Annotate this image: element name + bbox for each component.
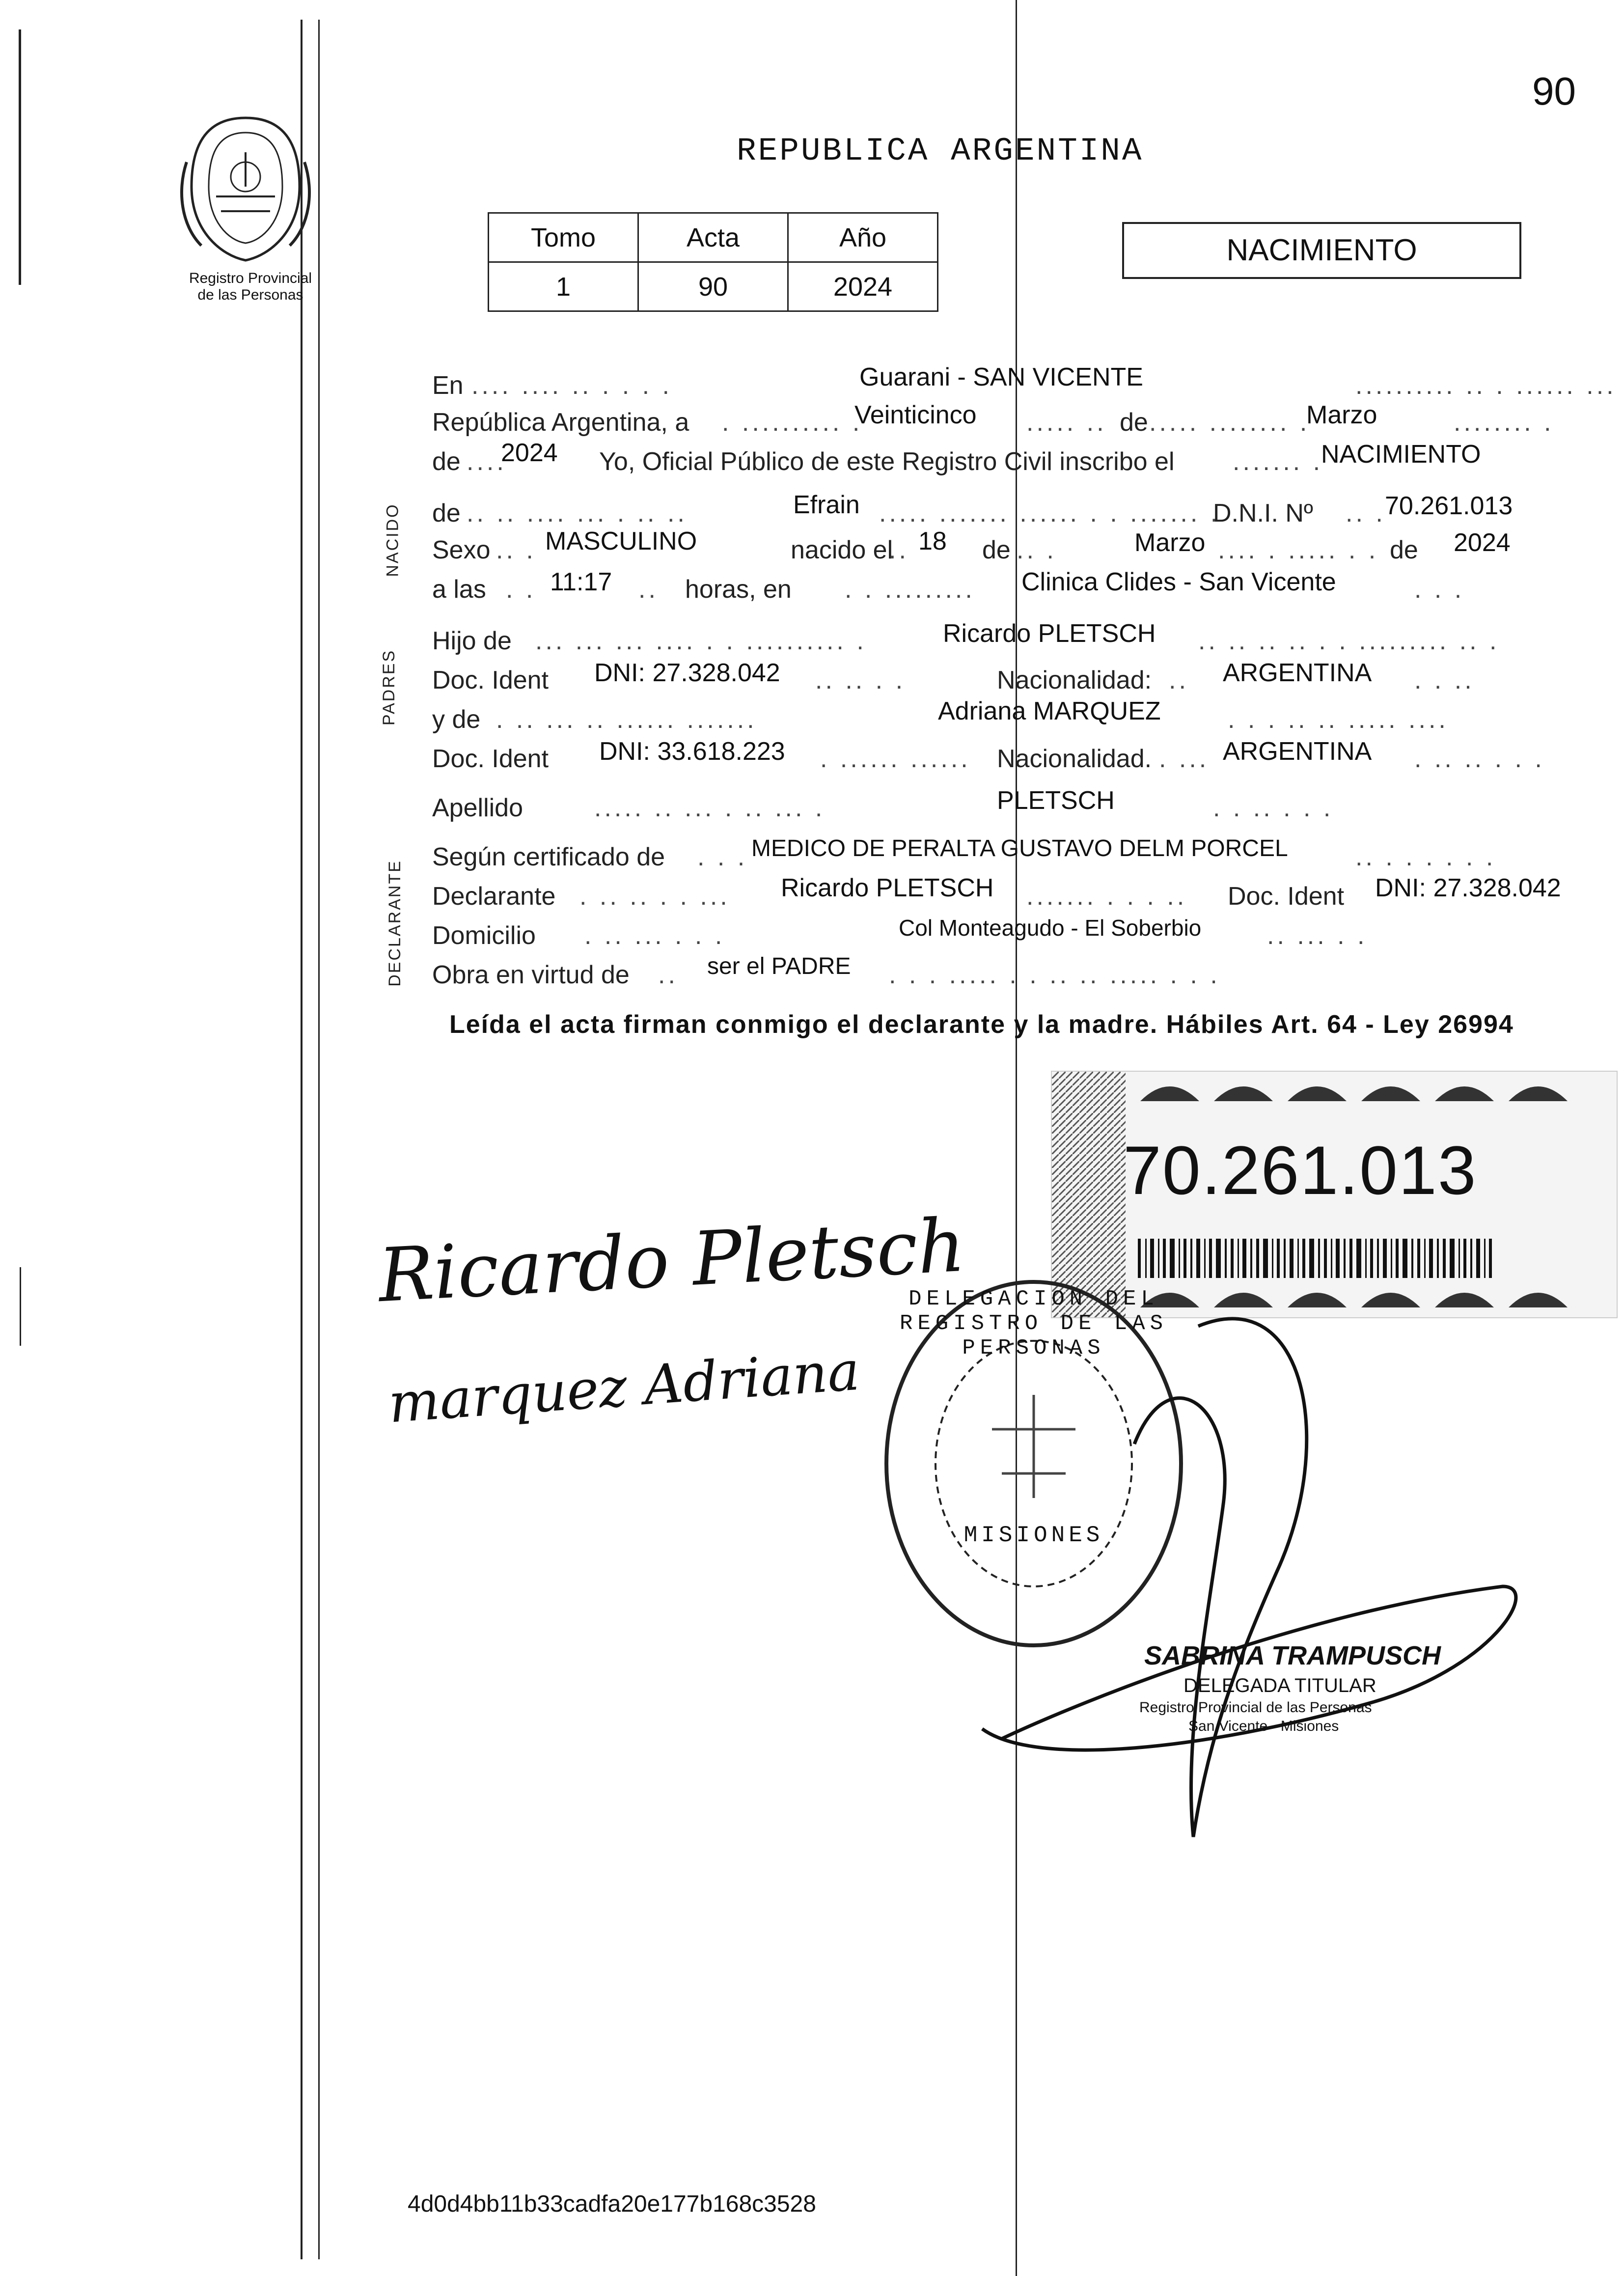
dots: . . . [697,843,748,871]
label-horas-en: horas, en [685,575,792,604]
dots: ..... .. [1026,408,1107,437]
table-cell: 1 [489,262,638,311]
dots: ....... . . . .. [1026,882,1187,911]
page-title: REPUBLICA ARGENTINA [737,133,1144,169]
label-dni: D.N.I. Nº [1213,499,1313,527]
value-certificado: MEDICO DE PERALTA GUSTAVO DELM PORCEL [751,835,1288,861]
dots: .. . [1017,536,1057,564]
value-dia-nac: 18 [918,527,947,555]
label-doc-ident-1: Doc. Ident [432,666,549,694]
dots: .... .... .. . . . . [471,371,672,400]
value-mes-nac: Marzo [1134,528,1206,557]
table-header: Año [788,213,938,262]
dots: .... [467,447,507,476]
value-declarante-dni: DNI: 27.328.042 [1375,874,1561,902]
section-label-nacido: NACIDO [383,503,402,577]
label-de-3: de [1390,536,1418,564]
value-domicilio: Col Monteagudo - El Soberbio [899,915,1202,941]
dots: .. [889,536,909,564]
seal-inner: MISIONES [963,1523,1104,1548]
value-dni: 70.261.013 [1385,492,1513,520]
label-nacionalidad-2: Nacionalidad. [997,745,1152,773]
dots: ........ . [1454,408,1554,437]
table-header: Acta [638,213,788,262]
page-number: 90 [1532,69,1576,113]
label-de-2: de [982,536,1011,564]
dni-sticker-number: 70.261.013 [1123,1132,1477,1209]
value-apellido: PLETSCH [997,786,1115,815]
official-title: DELEGADA TITULAR [1184,1675,1376,1696]
dots: .. ... . . [1267,921,1368,950]
label-republica: República Argentina, a [432,408,689,437]
label-oficial: Yo, Oficial Público de este Registro Civil inscribo el [599,447,1175,476]
table-cell: 2024 [788,262,938,311]
value-padre-dni: DNI: 27.328.042 [594,659,780,687]
label-apellido: Apellido [432,794,523,822]
dots: .. .. .... ... . .. .. [467,499,688,527]
dots: .. . . . . . . [1355,843,1496,871]
dots: ... ... ... .... . . .......... . [535,627,867,655]
dots: .. .. . . [815,666,906,694]
value-padre-nac: ARGENTINA [1223,659,1372,687]
value-madre-nac: ARGENTINA [1223,737,1372,766]
dots: . ... [1159,745,1210,773]
dots: .. [638,575,659,604]
dots: . . ......... [845,575,975,604]
official-office-line2: San Vicente - Misiones [1188,1718,1339,1734]
document-hash: 4d0d4bb11b33cadfa20e177b168c3528 [408,2191,816,2217]
dots: . . .. [1414,666,1475,694]
dots: ..... ........ . [1149,408,1310,437]
label-y-de: y de [432,705,481,734]
label-declarante: Declarante [432,882,556,911]
dots: .. . [1346,499,1386,527]
dots: .......... .. . ...... ... [1355,371,1617,400]
label-de-name: de [432,499,461,527]
value-padre: Ricardo PLETSCH [943,619,1156,648]
table-cell: 90 [638,262,788,311]
label-a-las: a las [432,575,486,604]
closing-text: Leída el acta firman conmigo el declarante y la madre. Hábiles Art. 64 - Ley 26994 [449,1010,1514,1039]
value-obra: ser el PADRE [707,953,851,979]
dots: . .. .. . . . [1414,745,1545,773]
official-office-line1: Registro Provincial de las Personas [1139,1699,1372,1716]
dots: .. [1169,666,1189,694]
record-type-box: NACIMIENTO [1122,222,1521,279]
seal-text: DELEGACION DEL REGISTRO DE LAS PERSONAS [899,1287,1168,1360]
value-anio: 2024 [501,439,558,467]
dots: ..... .. ... . .. ... . [594,794,826,822]
registry-line2: de las Personas [197,287,303,303]
label-en: En [432,371,464,400]
dots: . . . [1414,575,1465,604]
dots: .. .. .. .. . . ......... .. . [1198,627,1500,655]
dots: .. [658,961,678,989]
value-inscribe: NACIMIENTO [1321,440,1481,469]
value-dia-letras: Veinticinco [854,401,977,429]
dots: .. . [496,536,536,564]
mother-signature: marquez Adriana [386,1339,862,1435]
label-de-month: de [1120,408,1148,437]
section-label-padres: PADRES [380,649,399,726]
dots: . .. ... .. ...... ....... [496,705,757,734]
dots: ..... ....... ...... . . ....... . [879,499,1221,527]
label-domicilio: Domicilio [432,921,536,950]
dots: . . . ..... . . .. .. ..... . . . [889,961,1220,989]
label-de-year: de [432,447,461,476]
dots: .... . ..... . . [1218,536,1379,564]
official-name: SABRINA TRAMPUSCH [1144,1641,1441,1670]
registry-name [162,270,339,304]
registry-line1: Registro Provincial [189,270,312,286]
record-table [488,212,938,312]
table-header: Tomo [489,213,638,262]
label-hijo-de: Hijo de [432,627,512,655]
label-nacido-el: nacido el [791,536,893,564]
value-lugar-nac: Clinica Clides - San Vicente [1021,568,1336,596]
father-signature: Ricardo Pletsch [376,1202,967,1319]
label-doc-ident-2: Doc. Ident [432,745,549,773]
label-segun: Según certificado de [432,843,665,871]
value-hora: 11:17 [550,568,612,596]
label-doc-ident-3: Doc. Ident [1228,882,1345,911]
value-nombre: Efrain [793,491,860,519]
value-madre-dni: DNI: 33.618.223 [599,737,785,766]
official-signature [963,1297,1552,1861]
label-nacionalidad-1: Nacionalidad: [997,666,1152,694]
dots: . .......... . [722,408,863,437]
dots: . .. ... . . . [584,921,725,950]
dots: . . . .. .. ..... .... [1228,705,1449,734]
value-madre: Adriana MARQUEZ [938,697,1161,725]
province-crest-logo [172,113,319,265]
value-anio-nac: 2024 [1454,528,1511,557]
dots: ....... . [1233,447,1323,476]
dots: . ...... ...... [820,745,971,773]
value-lugar: Guarani - SAN VICENTE [859,363,1143,391]
section-label-declarante: DECLARANTE [385,860,404,987]
value-mes: Marzo [1306,401,1377,429]
label-obra: Obra en virtud de [432,961,630,989]
dots: . . [506,575,536,604]
value-declarante: Ricardo PLETSCH [781,874,994,902]
dots: . . .. . . . [1213,794,1334,822]
dots: . .. .. . . ... [579,882,730,911]
value-sexo: MASCULINO [545,527,697,555]
label-sexo: Sexo [432,536,491,564]
